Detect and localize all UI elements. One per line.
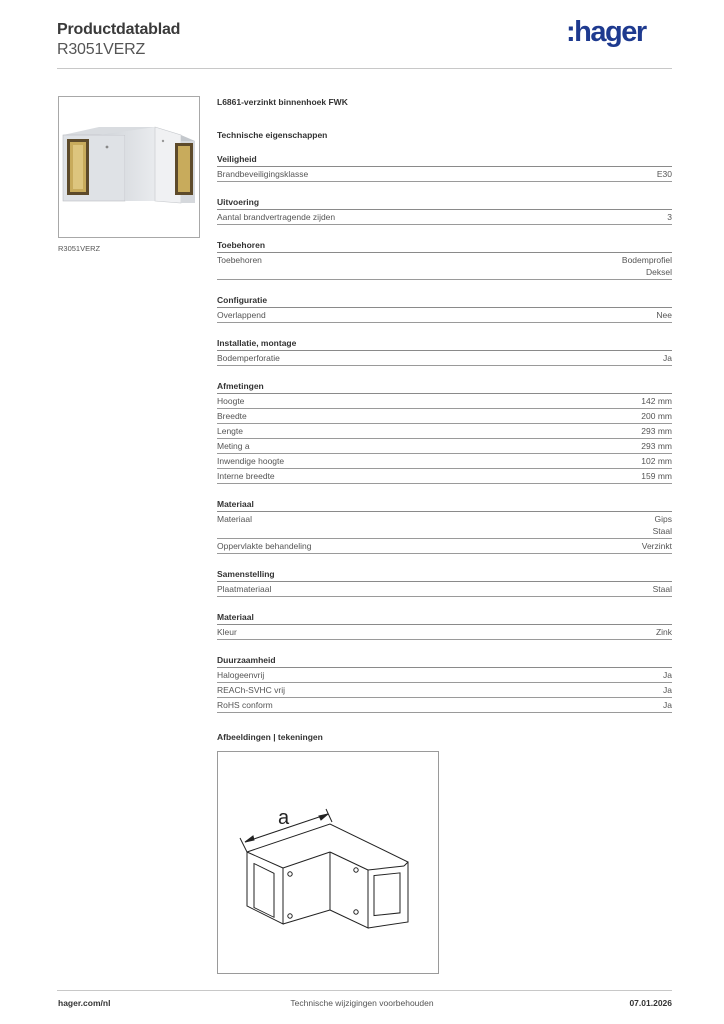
spec-row [217,351,672,366]
spec-section [217,196,672,225]
spec-value [657,168,672,180]
spec-value-line: Ja [663,685,672,695]
spec-value [653,583,672,595]
spec-value-line: Verzinkt [641,541,672,551]
spec-value-line: Gips [654,514,672,524]
spec-label: Inwendige hoogte [217,456,285,466]
spec-value [663,669,672,681]
spec-value-line: 200 mm [641,411,672,421]
spec-section [217,239,672,280]
spec-row [217,167,672,182]
spec-row [217,394,672,409]
spec-value [641,470,672,482]
spec-label: Plaatmateriaal [217,584,272,594]
spec-value [641,455,672,467]
dimension-a-label: a [278,807,290,829]
spec-row [217,698,672,713]
article-number: R3051VERZ [57,41,146,58]
spec-label: Interne breedte [217,471,275,481]
product-title: L6861-verzinkt binnenhoek FWK [217,97,348,107]
spec-value [663,684,672,696]
images-heading: Afbeeldingen | tekeningen [217,732,323,742]
tech-properties-heading: Technische eigenschappen [217,130,328,140]
section-title: Configuratie [217,294,672,308]
spec-value [641,410,672,422]
spec-value [656,626,672,638]
footer-website[interactable]: hager.com/nl [58,998,111,1008]
hager-logo: :hager [566,16,646,48]
spec-section [217,498,672,554]
footer-notice: Technische wijzigingen voorbehouden [290,998,434,1008]
section-title: Uitvoering [217,196,672,210]
spec-label: RoHS conform [217,700,273,710]
document-title: Productdatablad [57,21,181,38]
spec-value [641,440,672,452]
spec-row [217,308,672,323]
spec-section [217,568,672,597]
spec-label: REACh-SVHC vrij [217,685,286,695]
spec-row [217,409,672,424]
spec-row [217,454,672,469]
spec-value-line: 102 mm [641,456,672,466]
thumbnail-caption: R3051VERZ [58,244,101,253]
technical-drawing [217,751,439,974]
spec-row [217,210,672,225]
spec-value-line: Staal [652,584,672,594]
spec-value-line: E30 [656,169,672,179]
section-title: Toebehoren [217,239,672,253]
spec-value-line: Ja [663,670,672,680]
spec-row [217,625,672,640]
spec-section [217,153,672,182]
spec-row [217,469,672,484]
spec-value-line: 159 mm [641,471,672,481]
section-title: Installatie, montage [217,337,672,351]
spec-content [217,96,672,974]
spec-row [217,512,672,539]
product-thumbnail [58,96,200,238]
spec-value-line: Ja [663,700,672,710]
spec-label: Brandbeveiligingsklasse [217,169,309,179]
spec-value-line: Bodemprofiel [621,255,672,265]
spec-row [217,253,672,280]
spec-label: Kleur [217,627,237,637]
spec-value [641,425,672,437]
product-photo-icon [59,97,199,237]
spec-value [667,211,672,223]
spec-label: Aantal brandvertragende zijden [217,212,336,222]
spec-section [217,294,672,323]
spec-value [653,513,672,537]
spec-value-line: 142 mm [641,396,672,406]
spec-row [217,668,672,683]
spec-value-line: Staal [652,526,672,536]
spec-value-line: Ja [663,353,672,363]
spec-section [217,611,672,640]
footer-divider [57,990,672,991]
spec-row [217,582,672,597]
spec-label: Breedte [217,411,247,421]
spec-section [217,654,672,713]
spec-value-line: Nee [656,310,672,320]
spec-value-line: 293 mm [641,426,672,436]
spec-label: Lengte [217,426,243,436]
footer-date: 07.01.2026 [629,998,672,1008]
spec-value [663,699,672,711]
spec-value-line: 3 [667,212,672,222]
spec-value [642,540,672,552]
spec-value [622,254,672,278]
section-title: Materiaal [217,611,672,625]
spec-value [656,309,672,321]
section-title: Afmetingen [217,380,672,394]
spec-value-line: Zink [655,627,672,637]
section-title: Duurzaamheid [217,654,672,668]
spec-value [663,352,672,364]
spec-label: Oppervlakte behandeling [217,541,312,551]
spec-label: Meting a [217,441,250,451]
spec-row [217,439,672,454]
spec-row [217,424,672,439]
spec-label: Hoogte [217,396,245,406]
spec-label: Toebehoren [217,255,262,265]
spec-label: Materiaal [217,514,252,524]
section-title: Materiaal [217,498,672,512]
spec-label: Bodemperforatie [217,353,280,363]
spec-value-line: 293 mm [641,441,672,451]
header-divider [57,68,672,69]
spec-value [641,395,672,407]
spec-section [217,337,672,366]
spec-label: Overlappend [217,310,266,320]
spec-section [217,380,672,484]
section-title: Samenstelling [217,568,672,582]
spec-row [217,539,672,554]
spec-sections [217,153,672,713]
spec-label: Halogeenvrij [217,670,265,680]
corner-drawing-icon [218,752,438,973]
section-title: Veiligheid [217,153,672,167]
spec-value-line: Deksel [646,267,672,277]
spec-row [217,683,672,698]
header [57,20,180,59]
